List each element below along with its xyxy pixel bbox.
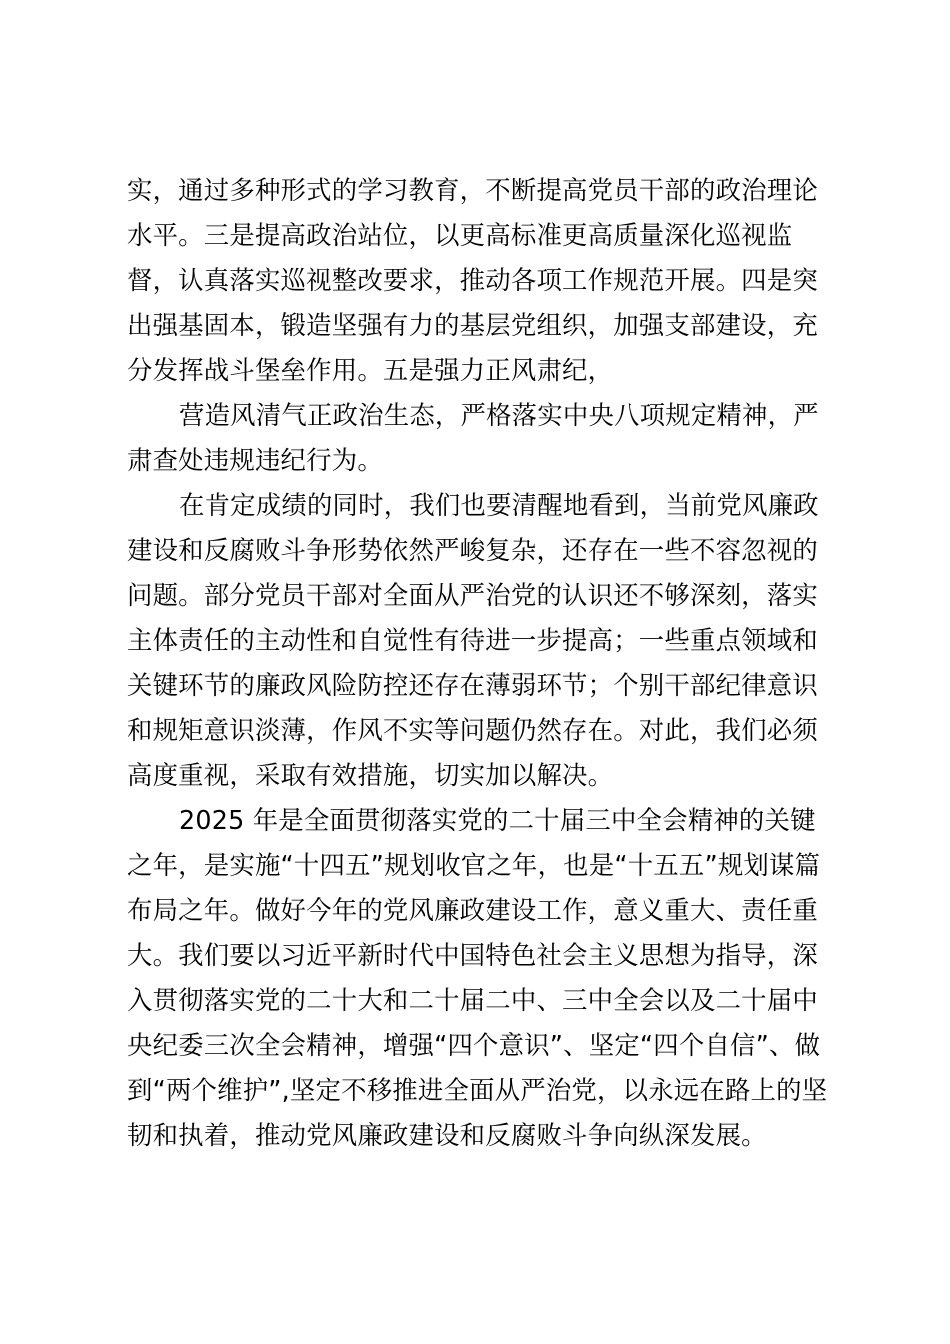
text-line: 主体责任的主动性和自觉性有待进一步提高；一些重点领域和 bbox=[127, 625, 818, 655]
paragraph-first-line: 营造风清气正政治生态，严格落实中央八项规定精神，严 bbox=[179, 400, 819, 430]
paragraph-first-line: 在肯定成绩的同时，我们也要清醒地看到，当前党风廉政 bbox=[179, 490, 819, 520]
text-line: 入贯彻落实党的二十大和二十届二中、三中全会以及二十届中 bbox=[127, 985, 818, 1015]
text-line: 肃查处违规违纪行为。 bbox=[127, 445, 383, 475]
text-line: 建设和反腐败斗争形势依然严峻复杂，还存在一些不容忽视的 bbox=[127, 535, 818, 565]
text-line: 高度重视，采取有效措施，切实加以解决。 bbox=[127, 760, 614, 790]
text-line: 问题。部分党员干部对全面从严治党的认识还不够深刻，落实 bbox=[127, 580, 818, 610]
paragraph-first-line: 2025 年是全面贯彻落实党的二十届三中全会精神的关键 bbox=[179, 805, 816, 835]
text-line: 出强基固本，锻造坚强有力的基层党组织，加强支部建设，充 bbox=[127, 310, 818, 340]
text-line: 水平。三是提高政治站位，以更高标准更高质量深化巡视监 bbox=[127, 220, 793, 250]
text-line: 之年，是实施“十四五”规划收官之年，也是“十五五”规划谋篇 bbox=[127, 850, 821, 880]
text-line: 督，认真落实巡视整改要求，推动各项工作规范开展。四是突 bbox=[127, 265, 818, 295]
text-line: 布局之年。做好今年的党风廉政建设工作，意义重大、责任重 bbox=[127, 895, 818, 925]
body-text bbox=[127, 168, 827, 1158]
text-line: 大。我们要以习近平新时代中国特色社会主义思想为指导，深 bbox=[127, 940, 818, 970]
text-line: 和规矩意识淡薄，作风不实等问题仍然存在。对此，我们必须 bbox=[127, 715, 818, 745]
text-line: 到“两个维护”,坚定不移推进全面从严治党，以永远在路上的坚 bbox=[127, 1075, 828, 1105]
text-line: 央纪委三次全会精神，增强“四个意识”、坚定“四个自信”、做 bbox=[127, 1030, 821, 1060]
text-line: 实，通过多种形式的学习教育，不断提高党员干部的政治理论 bbox=[127, 175, 818, 205]
text-line: 分发挥战斗堡垒作用。五是强力正风肃纪， bbox=[127, 355, 614, 385]
text-line: 关键环节的廉政风险防控还存在薄弱环节；个别干部纪律意识 bbox=[127, 670, 818, 700]
text-line: 韧和执着，推动党风廉政建设和反腐败斗争向纵深发展。 bbox=[127, 1120, 767, 1150]
